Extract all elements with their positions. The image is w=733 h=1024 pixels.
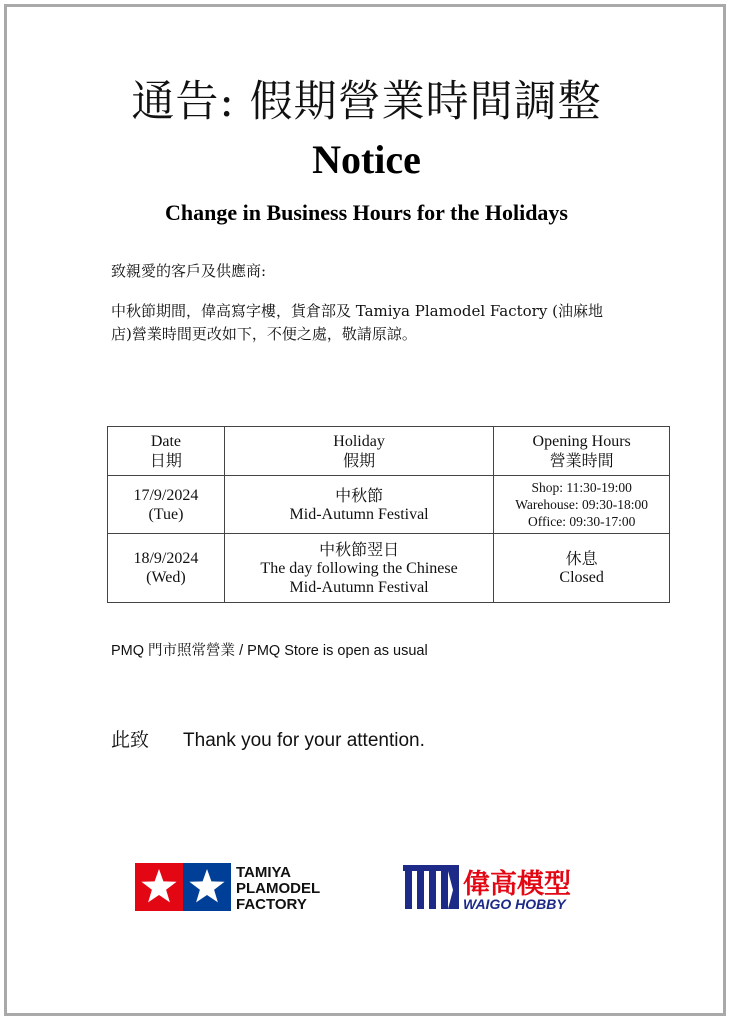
closing-en: Thank you for your attention. — [183, 730, 425, 751]
closing-zh: 此致 — [111, 729, 150, 751]
notice-body — [111, 300, 631, 346]
page-subtitle: Change in Business Hours for the Holidays — [164, 200, 568, 225]
header-holiday-zh: 假期 — [343, 451, 376, 470]
row2-closed-en: Closed — [559, 569, 604, 586]
table-row — [108, 534, 670, 603]
holiday-hours-table — [107, 426, 670, 603]
tamiya-logo-line1: TAMIYA — [236, 864, 292, 881]
row2-holiday-zh: 中秋節翌日 — [319, 539, 400, 559]
salutation: 致親愛的客戶及供應商: — [111, 262, 267, 280]
waigo-logo-graphic — [403, 862, 603, 912]
header-date-en: Date — [150, 433, 182, 450]
header-date — [108, 427, 225, 476]
tamiya-logo-line3: FACTORY — [236, 896, 307, 912]
waigo-logo-mark — [403, 865, 459, 909]
pmq-store-note: PMQ 門市照常營業 / PMQ Store is open as usual — [111, 643, 428, 659]
row1-hours-warehouse: Warehouse: 09:30-18:00 — [515, 497, 649, 512]
table-header-row — [108, 427, 670, 476]
header-hours — [494, 427, 670, 476]
row1-holiday — [224, 476, 493, 534]
row1-hours-office: Office: 09:30-17:00 — [527, 514, 636, 529]
page-title-english: Notice — [312, 137, 421, 182]
header-holiday — [224, 427, 493, 476]
row2-holiday-en-2: Mid-Autumn Festival — [289, 578, 429, 596]
header-date-zh: 日期 — [149, 451, 182, 470]
row1-hours-shop: Shop: 11:30-19:00 — [531, 480, 632, 495]
row1-date — [108, 476, 225, 534]
row2-date-value: 18/9/2024 — [133, 550, 199, 567]
row2-holiday-en-1: The day following the Chinese — [260, 559, 458, 577]
row2-weekday: (Wed) — [146, 569, 186, 586]
waigo-logo-english: WAIGO HOBBY — [463, 896, 566, 912]
row2-holiday — [224, 534, 493, 603]
header-hours-zh: 營業時間 — [549, 451, 614, 470]
row1-weekday: (Tue) — [148, 505, 184, 523]
table-row — [108, 476, 670, 534]
row2-closed-zh: 休息 — [565, 549, 598, 568]
tamiya-logo-line2: PLAMODEL — [236, 880, 321, 897]
row2-date — [108, 534, 225, 603]
row1-holiday-en: Mid-Autumn Festival — [289, 505, 429, 523]
tamiya-plamodel-factory-logo — [134, 862, 344, 917]
notice-body-line-2: 店)營業時間更改如下，不便之處，敬請原諒。 — [111, 325, 417, 343]
row1-holiday-zh: 中秋節 — [335, 485, 384, 505]
waigo-hobby-logo — [403, 862, 603, 917]
closing-line — [111, 725, 425, 752]
row1-hours — [494, 476, 670, 534]
header-holiday-en: Holiday — [333, 433, 385, 450]
row2-hours — [494, 534, 670, 603]
page-title-chinese: 通告: 假期營業時間調整 — [131, 77, 602, 127]
row1-date-value: 17/9/2024 — [133, 486, 199, 504]
waigo-logo-chinese: 偉高模型 — [463, 869, 571, 900]
header-hours-en: Opening Hours — [532, 433, 631, 450]
notice-body-line-1: 中秋節期間，偉高寫字樓，貨倉部及 Tamiya Plamodel Factory (油麻地 — [111, 302, 603, 320]
tamiya-logo-graphic — [134, 862, 344, 912]
